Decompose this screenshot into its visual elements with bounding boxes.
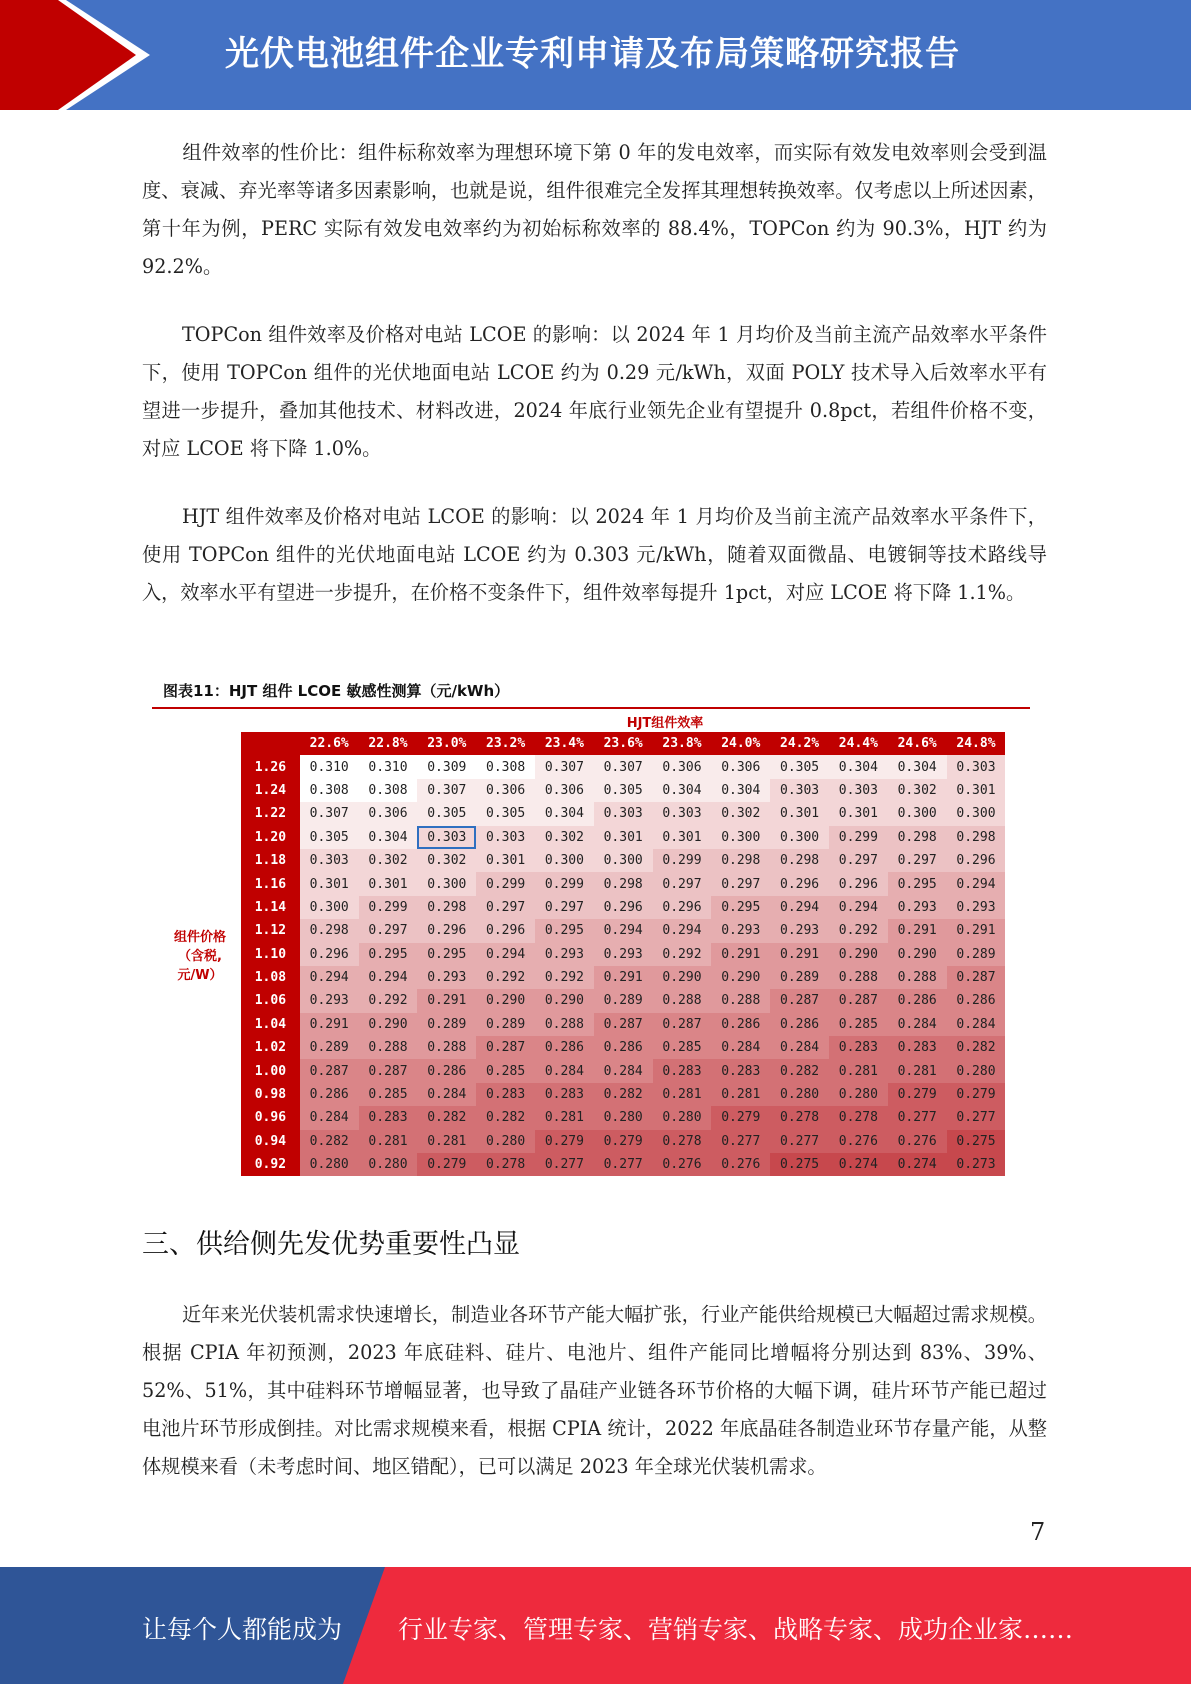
lcoe-cell: 0.295: [359, 943, 418, 966]
paragraph-topcon-lcoe: [142, 316, 1047, 468]
lcoe-cell: 0.284: [770, 1036, 829, 1059]
lcoe-cell: 0.301: [947, 779, 1006, 802]
lcoe-sensitivity-table: [241, 732, 1005, 1176]
column-header: 24.6%: [888, 732, 947, 755]
paragraph-text: TOPCon 组件效率及价格对电站 LCOE 的影响：以 2024 年 1 月均价及当前主流产品效率水平条件下，使用 TOPCon 组件的光伏地面电站 LCOE 约为 0.29 元/kWh，双面 POLY 技术导入后效率水平有望进一步提升，叠加其他技术、材料改进，2024 年底行业领先企业有望提升 0.8pct，若组件价格不变，对应 LCOE 将下降 1.0%。: [142, 323, 1047, 460]
lcoe-cell: 0.284: [947, 1013, 1006, 1036]
lcoe-cell: 0.300: [770, 826, 829, 849]
lcoe-cell: 0.306: [653, 755, 712, 778]
lcoe-cell: 0.288: [535, 1013, 594, 1036]
lcoe-cell: 0.294: [653, 919, 712, 942]
lcoe-cell: 0.301: [594, 826, 653, 849]
lcoe-cell: 0.286: [947, 989, 1006, 1012]
lcoe-cell: 0.303: [653, 802, 712, 825]
row-header-price: 1.08: [241, 966, 300, 989]
lcoe-cell: 0.288: [653, 989, 712, 1012]
lcoe-cell: 0.282: [594, 1083, 653, 1106]
lcoe-cell: 0.290: [535, 989, 594, 1012]
lcoe-cell: 0.280: [594, 1106, 653, 1129]
lcoe-cell: 0.290: [476, 989, 535, 1012]
lcoe-cell: 0.292: [829, 919, 888, 942]
column-header: 24.0%: [711, 732, 770, 755]
paragraph-text: HJT 组件效率及价格对电站 LCOE 的影响：以 2024 年 1 月均价及当前主流产品效率水平条件下，使用 TOPCon 组件的光伏地面电站 LCOE 约为 0.303 元/kWh，随着双面微晶、电镀铜等技术路线导入，效率水平有望进一步提升，在价格不变条件下，组件效率每提升 1pct，对应 LCOE 将下降 1.1%。: [142, 505, 1047, 604]
lcoe-cell: 0.275: [947, 1130, 1006, 1153]
lcoe-cell: 0.293: [711, 919, 770, 942]
lcoe-cell: 0.308: [359, 779, 418, 802]
lcoe-cell: 0.279: [417, 1153, 476, 1176]
lcoe-cell: 0.301: [476, 849, 535, 872]
lcoe-cell: 0.290: [829, 943, 888, 966]
paragraph-text: 组件效率的性价比：组件标称效率为理想环境下第 0 年的发电效率，而实际有效发电效率则会受到温度、衰减、弃光率等诸多因素影响，也就是说，组件很难完全发挥其理想转换效率。仅考虑以上所述因素，第十年为例，PERC 实际有效发电效率约为初始标称效率的 88.4%，TOPCon 约为 90.3%，HJT 约为 92.2%。: [142, 141, 1047, 278]
lcoe-cell: 0.287: [770, 989, 829, 1012]
column-header: 23.0%: [417, 732, 476, 755]
row-header-price: 1.12: [241, 919, 300, 942]
lcoe-cell: 0.281: [653, 1083, 712, 1106]
paragraph-hjt-lcoe: [142, 498, 1047, 612]
lcoe-cell: 0.282: [300, 1130, 359, 1153]
lcoe-cell: 0.277: [535, 1153, 594, 1176]
table-row: [241, 1130, 1005, 1153]
row-header-price: 1.04: [241, 1013, 300, 1036]
lcoe-cell: 0.293: [535, 943, 594, 966]
lcoe-cell: 0.307: [417, 779, 476, 802]
lcoe-cell: 0.298: [947, 826, 1006, 849]
lcoe-cell: 0.278: [476, 1153, 535, 1176]
footer-slogan-right: 行业专家、管理专家、营销专家、战略专家、成功企业家……: [398, 1615, 1074, 1644]
column-header: 23.6%: [594, 732, 653, 755]
lcoe-cell: 0.298: [888, 826, 947, 849]
lcoe-cell: 0.288: [359, 1036, 418, 1059]
lcoe-cell: 0.289: [594, 989, 653, 1012]
lcoe-cell: 0.306: [476, 779, 535, 802]
lcoe-cell: 0.300: [888, 802, 947, 825]
column-header: 24.2%: [770, 732, 829, 755]
lcoe-cell: 0.279: [535, 1130, 594, 1153]
lcoe-cell: 0.303: [476, 826, 535, 849]
lcoe-cell: 0.278: [653, 1130, 712, 1153]
lcoe-cell: 0.287: [829, 989, 888, 1012]
lcoe-cell: 0.288: [888, 966, 947, 989]
row-header-price: 1.22: [241, 802, 300, 825]
lcoe-cell: 0.297: [653, 872, 712, 895]
lcoe-cell: 0.284: [594, 1059, 653, 1082]
lcoe-cell: 0.296: [947, 849, 1006, 872]
lcoe-cell: 0.303: [829, 779, 888, 802]
lcoe-cell: 0.290: [888, 943, 947, 966]
lcoe-cell: 0.289: [417, 1013, 476, 1036]
paragraph-supply-side: [142, 1296, 1047, 1486]
row-header-price: 1.14: [241, 896, 300, 919]
lcoe-cell: 0.293: [417, 966, 476, 989]
lcoe-cell: 0.301: [653, 826, 712, 849]
lcoe-cell: 0.286: [888, 989, 947, 1012]
table-row: [241, 872, 1005, 895]
lcoe-cell: 0.291: [417, 989, 476, 1012]
row-header-price: 1.18: [241, 849, 300, 872]
lcoe-cell: 0.303: [947, 755, 1006, 778]
row-header-price: 0.92: [241, 1153, 300, 1176]
lcoe-cell: 0.295: [417, 943, 476, 966]
lcoe-cell: 0.308: [476, 755, 535, 778]
lcoe-cell: 0.304: [359, 826, 418, 849]
lcoe-cell: 0.286: [300, 1083, 359, 1106]
lcoe-cell: 0.294: [770, 896, 829, 919]
lcoe-cell: 0.281: [829, 1059, 888, 1082]
lcoe-cell: 0.306: [711, 755, 770, 778]
lcoe-cell: 0.286: [594, 1036, 653, 1059]
lcoe-cell: 0.296: [476, 919, 535, 942]
lcoe-cell: 0.301: [359, 872, 418, 895]
row-header-price: 1.16: [241, 872, 300, 895]
lcoe-cell: 0.285: [476, 1059, 535, 1082]
lcoe-cell: 0.294: [300, 966, 359, 989]
lcoe-cell: 0.289: [947, 943, 1006, 966]
column-header: 23.8%: [653, 732, 712, 755]
row-header-price: 1.26: [241, 755, 300, 778]
row-header-price: 1.02: [241, 1036, 300, 1059]
lcoe-cell: 0.299: [476, 872, 535, 895]
lcoe-cell: 0.277: [888, 1106, 947, 1129]
lcoe-cell: 0.293: [300, 989, 359, 1012]
lcoe-cell: 0.309: [417, 755, 476, 778]
lcoe-cell: 0.303: [594, 802, 653, 825]
lcoe-cell: 0.282: [476, 1106, 535, 1129]
lcoe-cell: 0.280: [947, 1059, 1006, 1082]
column-header: 23.4%: [535, 732, 594, 755]
lcoe-cell: 0.296: [300, 943, 359, 966]
lcoe-cell: 0.296: [653, 896, 712, 919]
lcoe-cell: 0.283: [653, 1059, 712, 1082]
lcoe-cell: 0.287: [653, 1013, 712, 1036]
lcoe-cell: 0.297: [888, 849, 947, 872]
lcoe-cell: 0.281: [417, 1130, 476, 1153]
lcoe-cell: 0.287: [359, 1059, 418, 1082]
column-header: 24.4%: [829, 732, 888, 755]
lcoe-cell: 0.284: [535, 1059, 594, 1082]
lcoe-cell: 0.281: [535, 1106, 594, 1129]
lcoe-cell: 0.285: [653, 1036, 712, 1059]
lcoe-cell: 0.283: [711, 1059, 770, 1082]
lcoe-cell: 0.305: [594, 779, 653, 802]
lcoe-cell: 0.283: [829, 1036, 888, 1059]
row-header-price: 1.06: [241, 989, 300, 1012]
lcoe-cell: 0.307: [535, 755, 594, 778]
row-group-label-line: 组件价格: [173, 930, 226, 945]
lcoe-cell: 0.289: [476, 1013, 535, 1036]
lcoe-cell: 0.277: [947, 1106, 1006, 1129]
lcoe-cell: 0.299: [829, 826, 888, 849]
lcoe-cell: 0.297: [829, 849, 888, 872]
lcoe-cell: 0.294: [594, 919, 653, 942]
lcoe-cell: 0.299: [359, 896, 418, 919]
lcoe-cell: 0.294: [359, 966, 418, 989]
lcoe-cell: 0.305: [417, 802, 476, 825]
lcoe-cell: 0.295: [888, 872, 947, 895]
lcoe-cell: 0.295: [711, 896, 770, 919]
lcoe-cell: 0.276: [888, 1130, 947, 1153]
lcoe-cell: 0.302: [711, 802, 770, 825]
row-header-price: 1.20: [241, 826, 300, 849]
lcoe-cell: 0.295: [535, 919, 594, 942]
lcoe-cell: 0.283: [535, 1083, 594, 1106]
lcoe-cell: 0.287: [476, 1036, 535, 1059]
table-row: [241, 802, 1005, 825]
lcoe-cell: 0.285: [359, 1083, 418, 1106]
paragraph-efficiency-cost: [142, 134, 1047, 286]
lcoe-cell: 0.298: [300, 919, 359, 942]
lcoe-cell: 0.301: [770, 802, 829, 825]
lcoe-cell: 0.284: [711, 1036, 770, 1059]
lcoe-cell: 0.299: [653, 849, 712, 872]
table-title-divider: [152, 707, 1030, 709]
lcoe-cell: 0.298: [711, 849, 770, 872]
lcoe-cell: 0.304: [535, 802, 594, 825]
lcoe-cell: 0.283: [888, 1036, 947, 1059]
lcoe-cell: 0.289: [300, 1036, 359, 1059]
lcoe-cell: 0.280: [770, 1083, 829, 1106]
lcoe-cell: 0.305: [770, 755, 829, 778]
table-row: [241, 1059, 1005, 1082]
lcoe-cell: 0.281: [888, 1059, 947, 1082]
lcoe-cell: 0.279: [594, 1130, 653, 1153]
lcoe-cell: 0.280: [476, 1130, 535, 1153]
lcoe-cell: 0.306: [359, 802, 418, 825]
lcoe-cell: 0.287: [947, 966, 1006, 989]
table-row: [241, 826, 1005, 849]
lcoe-cell: 0.286: [711, 1013, 770, 1036]
table-corner-cell: [241, 732, 300, 755]
lcoe-cell: 0.286: [535, 1036, 594, 1059]
lcoe-cell: 0.284: [300, 1106, 359, 1129]
lcoe-cell: 0.302: [417, 849, 476, 872]
lcoe-cell: 0.296: [417, 919, 476, 942]
lcoe-cell: 0.302: [888, 779, 947, 802]
lcoe-cell: 0.273: [947, 1153, 1006, 1176]
lcoe-cell: 0.281: [359, 1130, 418, 1153]
row-header-price: 0.98: [241, 1083, 300, 1106]
lcoe-cell: 0.291: [300, 1013, 359, 1036]
lcoe-cell: 0.288: [711, 989, 770, 1012]
lcoe-cell: 0.293: [947, 896, 1006, 919]
table-row: [241, 1083, 1005, 1106]
lcoe-cell: 0.292: [535, 966, 594, 989]
row-header-price: 1.10: [241, 943, 300, 966]
row-header-price: 0.96: [241, 1106, 300, 1129]
lcoe-cell: 0.279: [947, 1083, 1006, 1106]
lcoe-cell: 0.284: [888, 1013, 947, 1036]
lcoe-cell: 0.284: [417, 1083, 476, 1106]
lcoe-cell: 0.298: [770, 849, 829, 872]
column-header: 23.2%: [476, 732, 535, 755]
lcoe-cell: 0.280: [653, 1106, 712, 1129]
lcoe-cell: 0.280: [300, 1153, 359, 1176]
lcoe-cell: 0.305: [300, 826, 359, 849]
lcoe-cell: 0.307: [300, 802, 359, 825]
row-header-price: 1.00: [241, 1059, 300, 1082]
column-header: 22.6%: [300, 732, 359, 755]
lcoe-cell: 0.290: [711, 966, 770, 989]
lcoe-cell: 0.280: [359, 1153, 418, 1176]
lcoe-cell: 0.292: [653, 943, 712, 966]
page-number: 7: [1030, 1518, 1046, 1546]
lcoe-cell: 0.282: [947, 1036, 1006, 1059]
lcoe-cell: 0.282: [417, 1106, 476, 1129]
lcoe-cell: 0.301: [300, 872, 359, 895]
lcoe-cell: 0.300: [300, 896, 359, 919]
lcoe-cell: 0.279: [888, 1083, 947, 1106]
lcoe-cell: 0.290: [653, 966, 712, 989]
lcoe-cell: 0.303: [300, 849, 359, 872]
lcoe-cell: 0.302: [359, 849, 418, 872]
lcoe-cell: 0.298: [594, 872, 653, 895]
chevron-arrow-icon: [0, 0, 160, 110]
table-row: [241, 1013, 1005, 1036]
table-row: [241, 989, 1005, 1012]
lcoe-cell: 0.294: [947, 872, 1006, 895]
lcoe-cell: 0.300: [947, 802, 1006, 825]
lcoe-cell: 0.304: [653, 779, 712, 802]
table-title: 图表11：HJT 组件 LCOE 敏感性测算（元/kWh）: [163, 682, 510, 700]
lcoe-cell: 0.288: [417, 1036, 476, 1059]
lcoe-cell: 0.294: [829, 896, 888, 919]
lcoe-cell: 0.300: [417, 872, 476, 895]
lcoe-cell: 0.293: [594, 943, 653, 966]
lcoe-cell: 0.292: [359, 989, 418, 1012]
lcoe-cell-highlighted: 0.303: [417, 826, 476, 849]
table-row: [241, 755, 1005, 778]
lcoe-cell: 0.305: [476, 802, 535, 825]
report-title: 光伏电池组件企业专利申请及布局策略研究报告: [225, 34, 960, 74]
row-group-label-line: （含税,: [178, 949, 222, 964]
row-header-price: 0.94: [241, 1130, 300, 1153]
lcoe-cell: 0.297: [476, 896, 535, 919]
page-header: [0, 0, 1191, 110]
lcoe-cell: 0.278: [770, 1106, 829, 1129]
lcoe-cell: 0.300: [711, 826, 770, 849]
lcoe-cell: 0.286: [770, 1013, 829, 1036]
lcoe-cell: 0.285: [829, 1013, 888, 1036]
lcoe-cell: 0.307: [594, 755, 653, 778]
lcoe-cell: 0.303: [770, 779, 829, 802]
lcoe-cell: 0.276: [711, 1153, 770, 1176]
table-row: [241, 1106, 1005, 1129]
lcoe-cell: 0.288: [829, 966, 888, 989]
lcoe-cell: 0.300: [594, 849, 653, 872]
lcoe-cell: 0.296: [594, 896, 653, 919]
lcoe-cell: 0.280: [829, 1083, 888, 1106]
row-group-label: [150, 928, 250, 985]
table-row: [241, 1153, 1005, 1176]
section-heading: 三、供给侧先发优势重要性凸显: [142, 1229, 520, 1260]
column-header: 24.8%: [947, 732, 1006, 755]
lcoe-cell: 0.277: [711, 1130, 770, 1153]
lcoe-cell: 0.297: [359, 919, 418, 942]
lcoe-cell: 0.297: [535, 896, 594, 919]
lcoe-cell: 0.286: [417, 1059, 476, 1082]
table-row: [241, 919, 1005, 942]
table-row: [241, 943, 1005, 966]
lcoe-cell: 0.287: [594, 1013, 653, 1036]
lcoe-cell: 0.276: [829, 1130, 888, 1153]
lcoe-cell: 0.308: [300, 779, 359, 802]
lcoe-cell: 0.310: [359, 755, 418, 778]
lcoe-cell: 0.290: [359, 1013, 418, 1036]
lcoe-cell: 0.293: [888, 896, 947, 919]
lcoe-cell: 0.296: [770, 872, 829, 895]
lcoe-cell: 0.292: [476, 966, 535, 989]
lcoe-cell: 0.287: [300, 1059, 359, 1082]
lcoe-cell: 0.304: [888, 755, 947, 778]
lcoe-cell: 0.302: [535, 826, 594, 849]
lcoe-cell: 0.306: [535, 779, 594, 802]
lcoe-cell: 0.277: [594, 1153, 653, 1176]
lcoe-cell: 0.297: [711, 872, 770, 895]
table-row: [241, 966, 1005, 989]
lcoe-cell: 0.304: [829, 755, 888, 778]
lcoe-cell: 0.300: [535, 849, 594, 872]
lcoe-cell: 0.283: [359, 1106, 418, 1129]
lcoe-cell: 0.291: [594, 966, 653, 989]
lcoe-cell: 0.281: [711, 1083, 770, 1106]
lcoe-cell: 0.298: [417, 896, 476, 919]
table-row: [241, 779, 1005, 802]
lcoe-cell: 0.276: [653, 1153, 712, 1176]
lcoe-cell: 0.299: [535, 872, 594, 895]
lcoe-cell: 0.274: [888, 1153, 947, 1176]
table-row: [241, 1036, 1005, 1059]
lcoe-cell: 0.304: [711, 779, 770, 802]
lcoe-cell: 0.291: [947, 919, 1006, 942]
lcoe-cell: 0.310: [300, 755, 359, 778]
column-header: 22.8%: [359, 732, 418, 755]
row-group-label-line: 元/W）: [177, 968, 223, 983]
lcoe-cell: 0.274: [829, 1153, 888, 1176]
table-row: [241, 849, 1005, 872]
lcoe-cell: 0.291: [711, 943, 770, 966]
lcoe-cell: 0.291: [770, 943, 829, 966]
lcoe-cell: 0.289: [770, 966, 829, 989]
lcoe-cell: 0.278: [829, 1106, 888, 1129]
lcoe-cell: 0.277: [770, 1130, 829, 1153]
paragraph-text: 近年来光伏装机需求快速增长，制造业各环节产能大幅扩张，行业产能供给规模已大幅超过需求规模。根据 CPIA 年初预测，2023 年底硅料、硅片、电池片、组件产能同比增幅将分别达到 83%、39%、52%、51%，其中硅料环节增幅显著，也导致了晶硅产业链各环节价格的大幅下调，硅片环节产能已超过电池片环节形成倒挂。对比需求规模来看，根据 CPIA 统计，2022 年底晶硅各制造业环节存量产能，从整体规模来看（未考虑时间、地区错配），已可以满足 2023 年全球光伏装机需求。: [142, 1303, 1047, 1478]
lcoe-cell: 0.275: [770, 1153, 829, 1176]
lcoe-cell: 0.291: [888, 919, 947, 942]
row-header-price: 1.24: [241, 779, 300, 802]
lcoe-cell: 0.279: [711, 1106, 770, 1129]
column-group-label: HJT组件效率: [626, 716, 704, 731]
table-row: [241, 896, 1005, 919]
table-header-row: [241, 732, 1005, 755]
lcoe-cell: 0.282: [770, 1059, 829, 1082]
footer-slogan-left: 让每个人都能成为: [142, 1615, 343, 1644]
lcoe-cell: 0.283: [476, 1083, 535, 1106]
lcoe-cell: 0.296: [829, 872, 888, 895]
lcoe-cell: 0.293: [770, 919, 829, 942]
lcoe-cell: 0.301: [829, 802, 888, 825]
lcoe-cell: 0.294: [476, 943, 535, 966]
